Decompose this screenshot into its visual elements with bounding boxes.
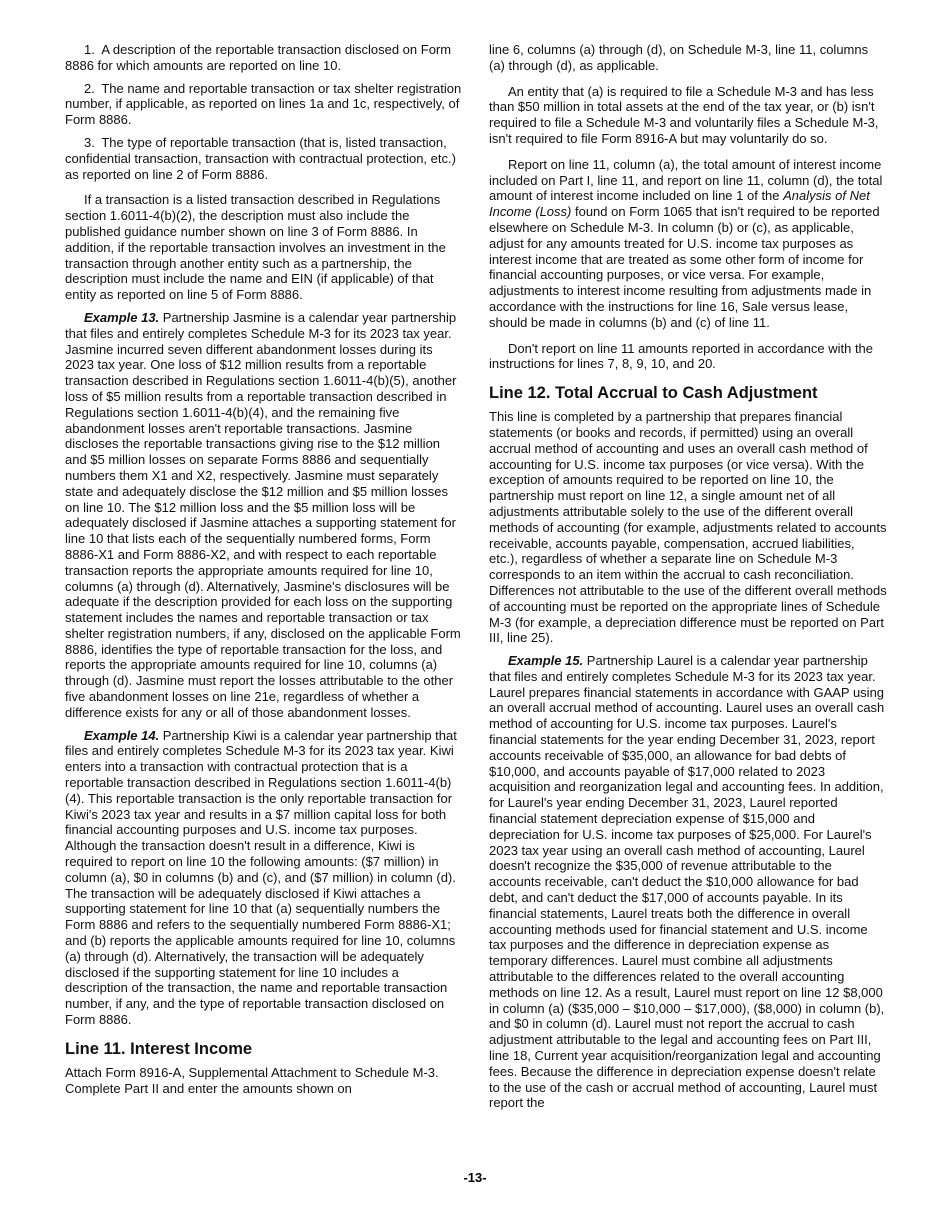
line-11-continued: line 6, columns (a) through (d), on Schedule M-3, line 11, columns (a) through (d), as applicable. bbox=[489, 42, 869, 73]
example-14-paragraph bbox=[65, 728, 463, 1028]
report-text-1: Report on line 11, column (a), the total amount of interest income included on Part I, line 11, and report on line 11, column (d), the total amount of interest income included on line 1 of the bbox=[489, 156, 883, 204]
example-15-paragraph bbox=[489, 653, 887, 1111]
example-13-text: Partnership Jasmine is a calendar year partnership that files and entirely completes Schedule M-3 for its 2023 tax year. Jasmine incurred seven different abandonment losses during its 2023 tax year. One loss of $12 million results from a reportable transaction described in Regulations section 1.6011-4(b)(5), another loss of $5 million results from a reportable transaction described in Regulations section 1.6011-4(b)(4), and the remaining five abandonment losses aren't reportable transactions. Jasmine discloses the reportable transactions giving rise to the $12 million and $5 million losses on separate Forms 8886 and sequentially numbers them X1 and X2, respectively. Jasmine must separately state and adequately disclose the $12 million and $5 million losses on line 10. The $12 million loss and the $5 million loss will be adequately disclosed if Jasmine attaches a supporting statement for line 10 that lists each of the sequentially numbered forms, Form 8886-X1 and Form 8886-X2, and with respect to each reportable transaction reports the appropriate amounts required for line 10, columns (a) through (d). Alternatively, Jasmine's disclosures will be adequate if the description provided for each loss on the supporting statement includes the names and reportable transaction or tax shelter registration numbers, if any, disclosed on the applicable Form 8886, identifies the type of reportable transaction for the loss, and reports the appropriate amounts required for line 10, columns (a) through (d). Jasmine must report the losses attributable to the other five abandonment losses on line 21e, regardless of whether a difference exists for any or all of those abandonment losses. bbox=[65, 309, 461, 720]
example-13-label: Example 13. bbox=[84, 309, 160, 325]
report-text-2: found on Form 1065 that isn't required to be reported elsewhere on Schedule M-3. In column (b) or (c), as applicable, adjust for any amounts treated for U.S. income tax purposes as interest income that are treated as some other form of income for financial accounting purposes, or vice versa. For example, adjustments to interest income resulting from adjustments made in accordance with the instructions for line 16, Sale versus lease, should be made in columns (b) and (c) of line 11. bbox=[489, 204, 880, 330]
dont-report-paragraph: Don't report on line 11 amounts reported in accordance with the instructions for lines 7, 8, 9, 10, and 20. bbox=[489, 340, 874, 372]
page-number: -13- bbox=[463, 1170, 487, 1185]
example-15-text: Partnership Laurel is a calendar year partnership that files and entirely completes Schedule M-3 for its 2023 tax year. Laurel prepares financial statements in accordance with GAAP using an overall accrual method of accounting. Laurel uses an overall cash method of accounting for U.S. income tax purposes. Laurel's financial statements for the year ending December 31, 2023, report accounts receivable of $35,000, an allowance for bad debts of $10,000, and accounts payable of $17,000 related to 2023 acquisition and reorganization legal and accounting fees. In addition, for Laurel's year ending December 31, 2023, Laurel reported financial statement depreciation expense of $15,000 and depreciation for U.S. income tax purposes of $25,000. For Laurel's 2023 tax year using an overall cash method of accounting, Laurel doesn't recognize the $35,000 of revenue attributable to the accounts receivable, can't deduct the $10,000 allowance for bad debt, and can't deduct the $17,000 of accounts payable. In its financial statements, Laurel treats both the difference in overall accounting methods used for financial statement and U.S. income tax purposes and the difference in depreciation expense as temporary differences. Laurel must combine all adjustments attributable to the differences related to the overall accounting methods on line 12. As a result, Laurel must report on line 12 $8,000 in column (a) ($35,000 – $10,000 – $17,000), ($8,000) in column (b), and $0 in column (d). Laurel must not report the accrual to cash adjustment attributable to the legal and accounting fees on Part III, line 18, Current year acquisition/reorganization legal and accounting fees. Because the difference in depreciation expense doesn't relate to the use of the cash or accrual method of accounting, Laurel must report the bbox=[489, 653, 885, 1111]
line-11-heading: Line 11. Interest Income bbox=[65, 1039, 253, 1058]
example-15-label: Example 15. bbox=[508, 653, 584, 669]
list-item-2: 2. The name and reportable transaction or tax shelter registration number, if applicable, as reported on lines 1a and 1c, respectively, of Form 8886. bbox=[65, 80, 462, 128]
right-column bbox=[489, 42, 887, 1118]
example-13-paragraph bbox=[65, 310, 463, 721]
listed-transaction-paragraph: If a transaction is a listed transaction described in Regulations section 1.6011-4(b)(2), the description must also include the published guidance number shown on line 3 of Form 8886. In addition, if the reportable transaction involves an investment in the transaction through another entity such as a partnership, the description must include the name and EIN (if applicable) of that entity as reported on line 5 of Form 8886. bbox=[65, 192, 446, 303]
example-14-text: Partnership Kiwi is a calendar year partnership that files and entirely completes Schedule M-3 for its 2023 tax year. Kiwi enters into a transaction with contractual protection that is a reportable transaction described in Regulations section 1.6011-4(b)(4). This reportable transaction is the only reportable transaction for Kiwi's 2023 tax year and results in a $7 million capital loss for both financial accounting purposes and U.S. income tax purposes. Although the transaction doesn't result in a difference, Kiwi is required to report on line 10 the following amounts: ($7 million) in column (a), $0 in columns (b) and (c), and ($7 million) in column (d). The transaction will be adequately disclosed if Kiwi attaches a supporting statement for line 10 that (a) sequentially numbers the Form 8886 and refers to the sequentially numbered Form 8886-X1; and (b) reports the applicable amounts required for line 10, columns (a) through (d). Alternatively, the transaction will be adequately disclosed if the supporting statement for line 10 includes a description of the transaction, the name and reportable transaction number, if any, and the type of reportable transaction disclosed on Form 8886. bbox=[65, 727, 457, 1028]
left-column bbox=[65, 42, 463, 1103]
entity-paragraph: An entity that (a) is required to file a Schedule M-3 and has less than $50 million in total assets at the end of the tax year, or (b) isn't required to file a Schedule M-3 and voluntarily files a Schedule M-3, isn't required to file Form 8916-A but may voluntarily do so. bbox=[489, 83, 879, 146]
list-item-3: 3. The type of reportable transaction (that is, listed transaction, confidential transaction, transaction with contractual protection, etc.) as reported on line 2 of Form 8886. bbox=[65, 134, 456, 182]
example-14-label: Example 14. bbox=[84, 727, 160, 743]
list-item-1: 1. A description of the reportable transaction disclosed on Form 8886 for which amounts are reported on line 10. bbox=[65, 42, 452, 73]
report-paragraph bbox=[489, 157, 887, 331]
line-12-heading: Line 12. Total Accrual to Cash Adjustment bbox=[489, 384, 818, 403]
line-12-text: This line is completed by a partnership that prepares financial statements (or books and records, if permitted) using an overall accrual method of accounting and uses an overall cash method of accounting for U.S. income tax purposes (or vice versa). With the exception of amounts required to be reported on line 10, the partnership must report on line 12, a single amount net of all adjustments attributable solely to the use of the different overall methods of accounting (for example, adjustments related to accounts receivable, accounts payable, compensation, accrued liabilities, etc.), regardless of whether a separate line on Schedule M-3 corresponds to an item within the accrual to cash reconciliation. Differences not attributable to the use of the different overall methods of accounting must be reported on the appropriate lines of Schedule M-3 (for example, a depreciation difference must be reported on Part III, line 25). bbox=[489, 409, 887, 646]
report-text-italic: Analysis of Net Income (Loss) bbox=[489, 188, 870, 220]
line-11-text: Attach Form 8916-A, Supplemental Attachment to Schedule M-3. Complete Part II and enter the amounts shown on bbox=[65, 1064, 439, 1096]
